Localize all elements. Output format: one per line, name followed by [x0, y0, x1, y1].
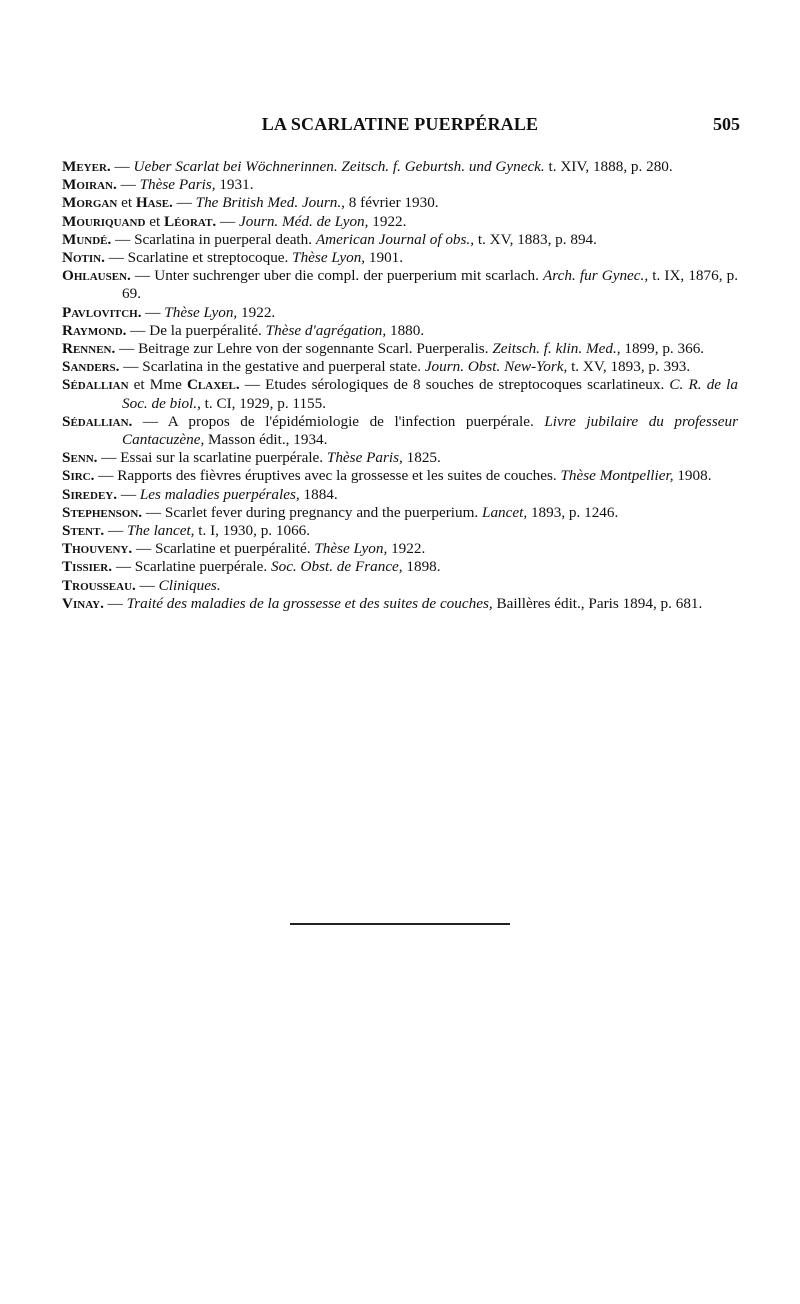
reference-title: Soc. Obst. de France, — [271, 558, 403, 576]
reference-entry — [62, 267, 738, 303]
reference-title: The lancet, — [126, 522, 195, 540]
reference-text: — De la puerpéralité. — [126, 321, 266, 339]
reference-entry — [62, 322, 738, 340]
reference-title: Thèse Lyon, — [164, 303, 238, 321]
reference-title: C. R. de la Soc. de biol., — [122, 376, 738, 412]
reference-entry — [62, 176, 738, 194]
reference-entry — [62, 213, 738, 231]
reference-entry — [62, 231, 738, 249]
reference-entry — [62, 158, 738, 176]
reference-entry — [62, 304, 738, 322]
reference-title: Livre jubilaire du professeur Cantacuzène, — [122, 412, 738, 449]
page-number: 505 — [713, 114, 740, 134]
reference-author: Mouriquand — [62, 212, 146, 230]
reference-text: — — [141, 303, 165, 321]
reference-text: 1880. — [386, 321, 425, 339]
reference-text: t. IX, 1876, p. 69. — [122, 267, 739, 303]
reference-author: Moiran. — [62, 176, 117, 194]
reference-text: — — [117, 485, 140, 503]
reference-author: Pavlovitch. — [62, 303, 142, 321]
reference-title: Thèse Paris, — [326, 449, 403, 467]
reference-text: t. XV, 1893, p. 393. — [567, 358, 691, 376]
reference-text: 1884. — [299, 485, 338, 503]
reference-title: Ueber Scarlat bei Wöchnerinnen. Zeitsch. f. Geburtsh. und Gyneck. — [133, 158, 545, 175]
reference-title: Lancet, — [482, 503, 528, 521]
reference-entry — [62, 577, 738, 595]
reference-title: Traité des maladies de la grossesse et des suites de couches, — [126, 594, 493, 612]
bibliography-list — [62, 158, 738, 613]
reference-entry — [62, 413, 738, 449]
reference-text: 1922. — [368, 212, 407, 230]
reference-title: Thèse Paris, — [139, 176, 216, 194]
reference-entry — [62, 376, 738, 412]
reference-author: Ohlausen. — [62, 267, 131, 285]
reference-title: Cliniques. — [158, 576, 221, 594]
reference-title: Zeitsch. f. klin. Med., — [492, 340, 621, 358]
page-header — [60, 114, 740, 140]
reference-text: — — [104, 522, 127, 540]
reference-title: Thèse Lyon, — [314, 540, 388, 558]
reference-entry — [62, 194, 738, 212]
reference-title: The British Med. Journ., — [195, 194, 345, 212]
reference-title: Thèse Montpellier, — [560, 467, 674, 485]
reference-text: t. XIV, 1888, p. 280. — [544, 158, 673, 175]
reference-text: — Scarlatine puerpérale. — [112, 558, 271, 576]
reference-title: American Journal of obs., — [315, 230, 475, 248]
end-rule — [290, 923, 510, 925]
reference-author: Vinay. — [62, 594, 104, 612]
reference-author: Siredey. — [62, 485, 118, 503]
reference-author: Notin. — [62, 249, 105, 267]
reference-text: 1922. — [237, 303, 276, 321]
reference-author: Mundé. — [62, 230, 112, 248]
reference-author: Senn. — [62, 449, 98, 467]
reference-entry — [62, 540, 738, 558]
reference-text: — — [135, 576, 159, 594]
reference-entry — [62, 358, 738, 376]
reference-coauthor: Claxel. — [186, 376, 240, 394]
reference-text: 1893, p. 1246. — [527, 503, 619, 521]
reference-text: — Beitrage zur Lehre von der sogennante Scarl. Puerperalis. — [115, 340, 493, 358]
reference-text: — Rapports des fièvres éruptives avec la grossesse et les suites de couches. — [94, 467, 561, 485]
reference-author: Sédallian. — [62, 412, 133, 430]
reference-coauthor: Léorat. — [163, 212, 217, 230]
reference-author-joiner: et — [117, 194, 136, 212]
reference-text: t. XV, 1883, p. 894. — [474, 230, 597, 248]
reference-author: Raymond. — [62, 321, 127, 339]
reference-text: 8 février 1930. — [344, 194, 439, 212]
reference-author: Morgan — [62, 194, 118, 212]
reference-author: Meyer. — [62, 158, 111, 175]
reference-text: — — [110, 158, 134, 175]
reference-text: — Etudes sérologiques de 8 souches de streptocoques scarlatineux. — [239, 376, 670, 394]
reference-author: Sédallian — [62, 376, 129, 394]
reference-author: Sanders. — [62, 358, 120, 376]
reference-author-joiner: et Mme — [128, 376, 187, 394]
reference-text: — Scarlatine et streptocoque. — [104, 249, 293, 267]
reference-title: Arch. fur Gynec., — [543, 267, 649, 285]
reference-text: — Unter suchrenger uber die compl. der puerperium mit scarlach. — [130, 267, 544, 285]
reference-text: — — [216, 212, 239, 230]
reference-text: Baillères édit., Paris 1894, p. 681. — [492, 594, 703, 612]
reference-text: — — [116, 176, 140, 194]
reference-entry — [62, 522, 738, 540]
reference-text: — A propos de l'épidémiologie de l'infection puerpérale. — [132, 412, 545, 430]
reference-text: — Essai sur la scarlatine puerpérale. — [97, 449, 327, 467]
reference-author: Sirc. — [62, 467, 95, 485]
reference-author: Stephenson. — [62, 503, 143, 521]
reference-author: Rennen. — [62, 340, 116, 358]
reference-title: Journ. Obst. New-York, — [424, 358, 568, 376]
reference-title: Journ. Méd. de Lyon, — [238, 212, 369, 230]
reference-text: t. CI, 1929, p. 1155. — [200, 394, 327, 412]
reference-text: 1899, p. 366. — [620, 340, 705, 358]
reference-entry — [62, 595, 738, 613]
reference-entry — [62, 467, 738, 485]
reference-text: 1931. — [215, 176, 254, 194]
reference-author: Trousseau. — [62, 576, 136, 594]
reference-title: Les maladies puerpérales, — [139, 485, 300, 503]
reference-entry — [62, 558, 738, 576]
reference-text: — Scarlatine et puerpéralité. — [132, 540, 315, 558]
reference-text: 1908. — [673, 467, 712, 485]
reference-entry — [62, 340, 738, 358]
reference-text: 1922. — [387, 540, 426, 558]
reference-text: 1825. — [402, 449, 441, 467]
reference-author-joiner: et — [145, 212, 164, 230]
reference-text: — Scarlatina in the gestative and puerperal state. — [119, 358, 425, 376]
reference-text: — Scarlet fever during pregnancy and the puerperium. — [142, 503, 482, 521]
running-title: LA SCARLATINE PUERPÉRALE — [261, 114, 539, 134]
reference-text: — — [103, 594, 127, 612]
reference-text: Masson édit., 1934. — [204, 431, 328, 449]
reference-author: Tissier. — [62, 558, 113, 576]
reference-title: Thèse Lyon, — [292, 249, 366, 267]
reference-text: — Scarlatina in puerperal death. — [111, 230, 316, 248]
reference-author: Stent. — [62, 522, 105, 540]
reference-entry — [62, 449, 738, 467]
reference-author: Thouveny. — [62, 540, 133, 558]
reference-entry — [62, 249, 738, 267]
reference-title: Thèse d'agrégation, — [265, 321, 387, 339]
reference-text: — — [172, 194, 196, 212]
reference-coauthor: Hase. — [135, 194, 173, 212]
reference-text: t. I, 1930, p. 1066. — [194, 522, 311, 540]
reference-entry — [62, 504, 738, 522]
reference-text: 1901. — [365, 249, 404, 267]
reference-text: 1898. — [402, 558, 441, 576]
reference-entry — [62, 486, 738, 504]
